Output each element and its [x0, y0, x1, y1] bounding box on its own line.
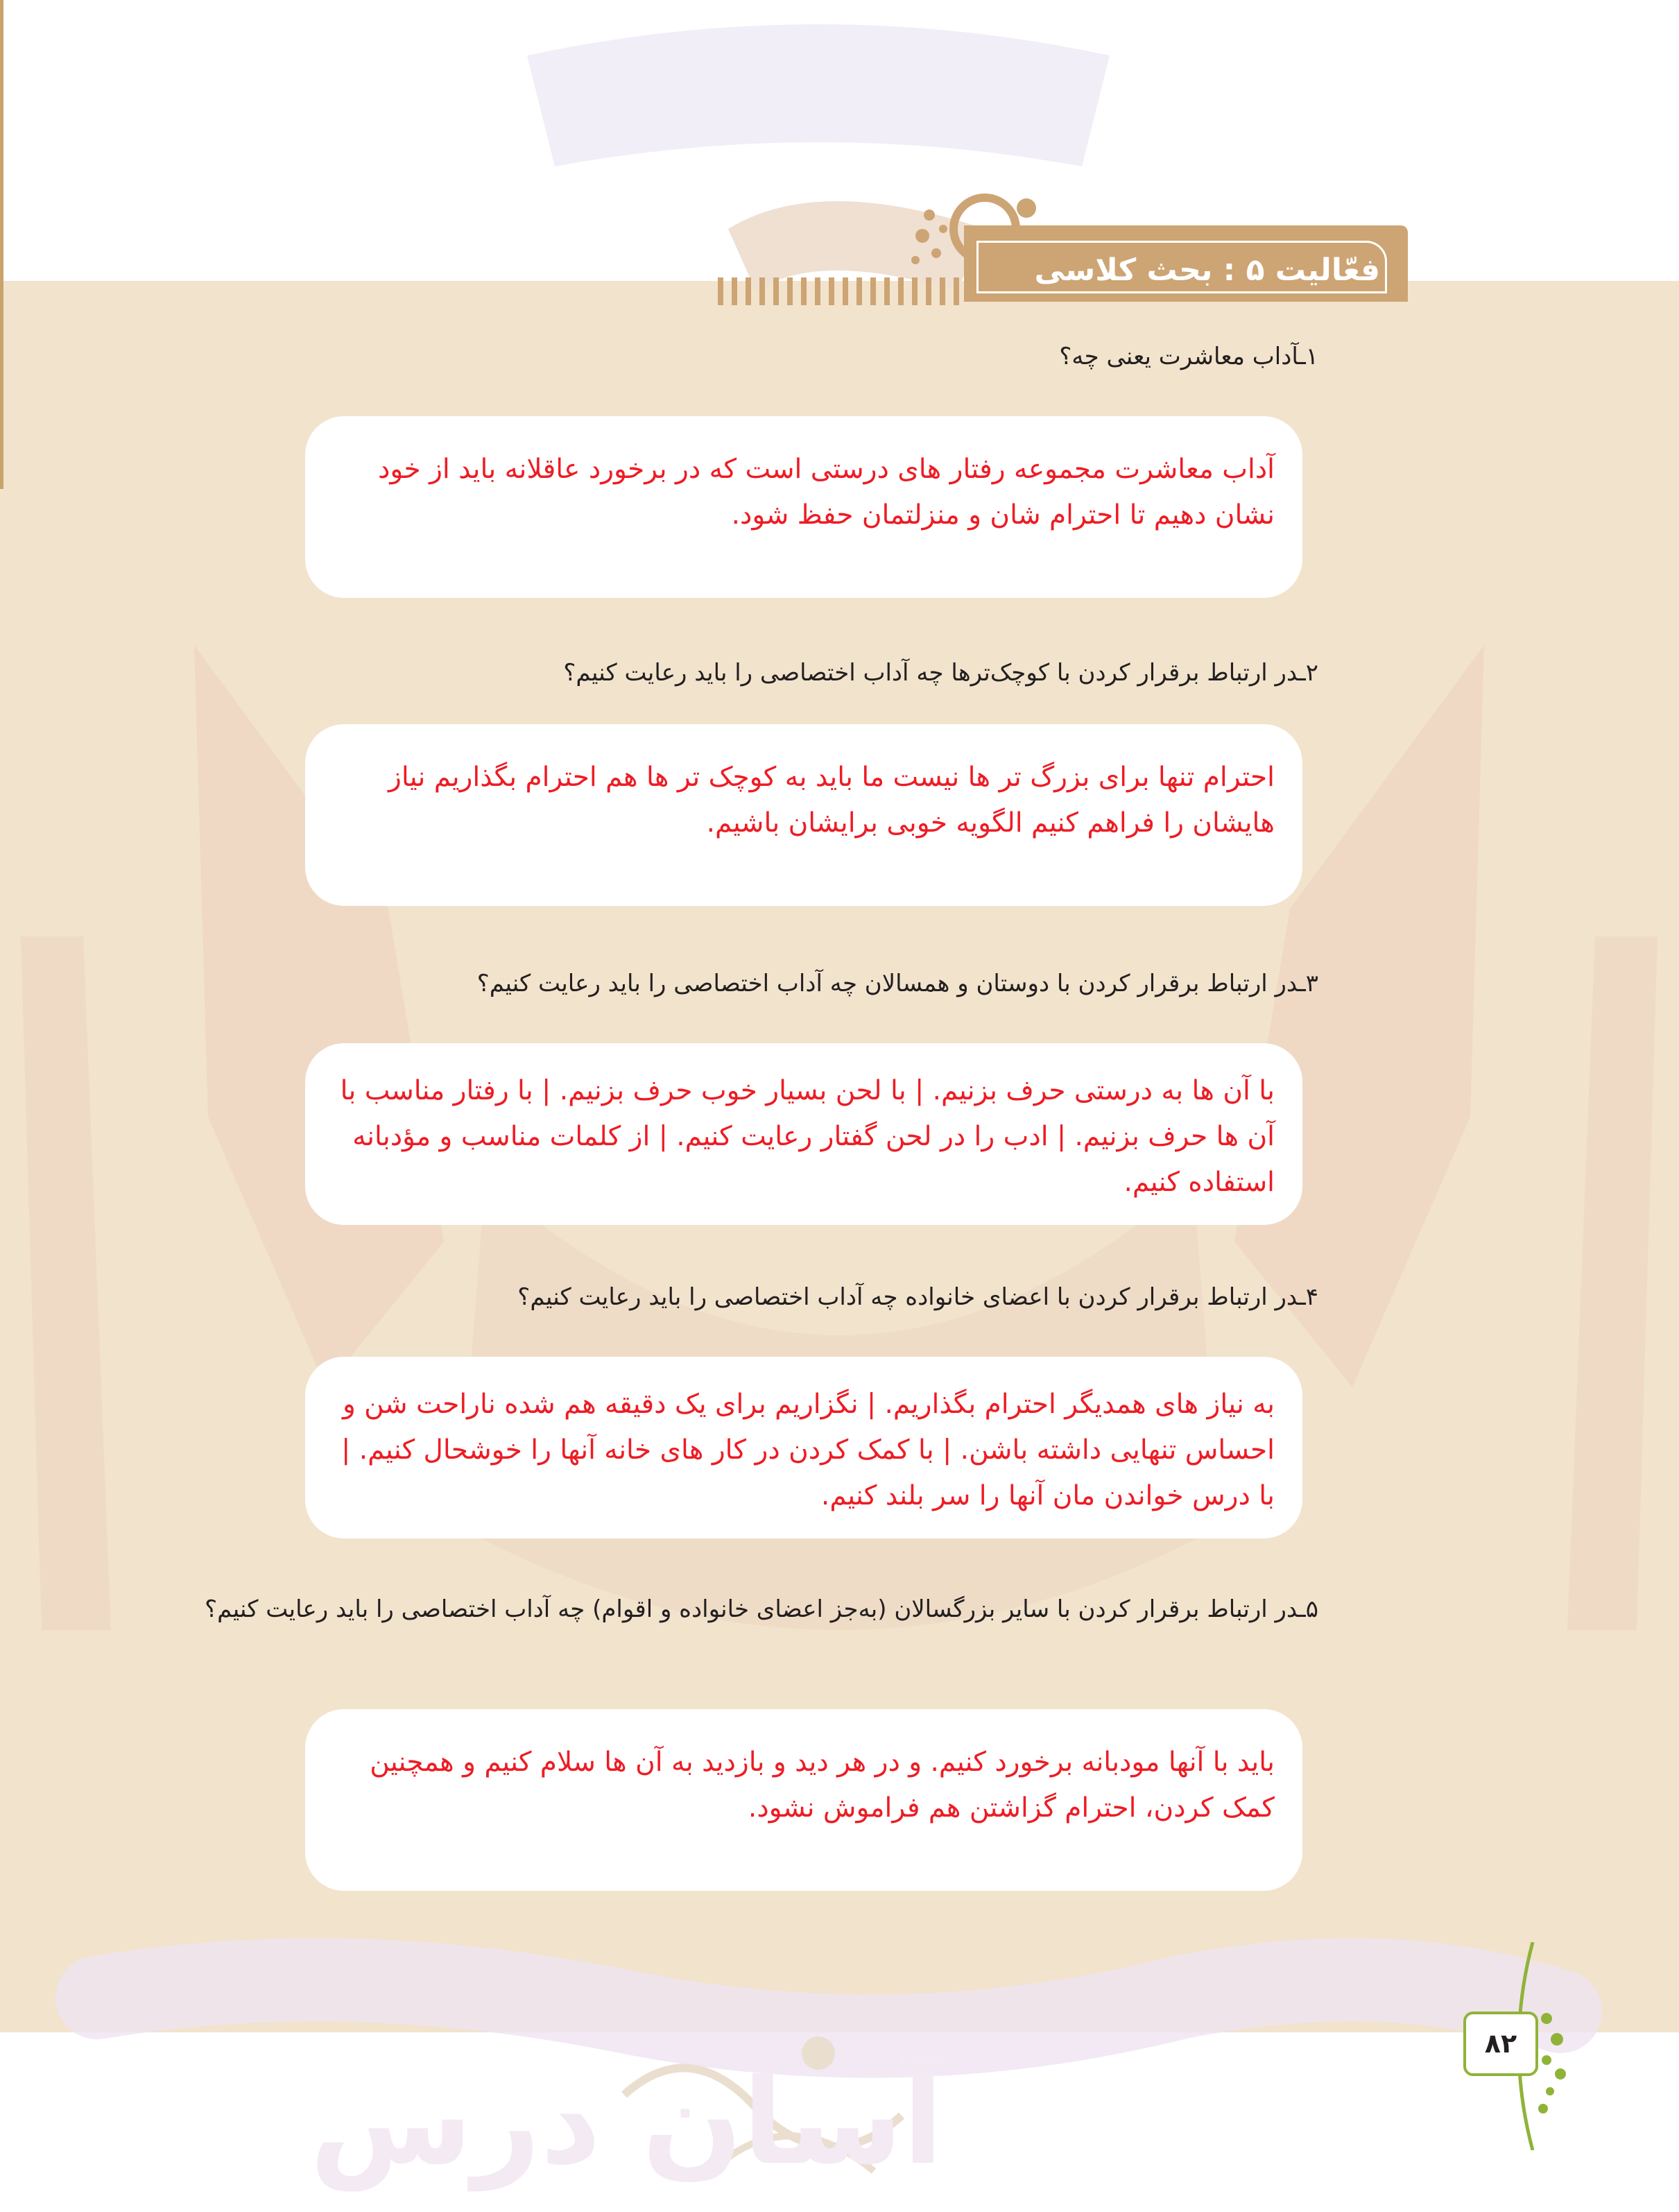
question-5-text: در ارتباط برقرار کردن با سایر بزرگسالان (به‌جز اعضای خانواده و اقوام) چه آداب اختصاصی را باید رعایت کنیم؟: [205, 1595, 1299, 1623]
answer-2-text: احترام تنها برای بزرگ تر ها نیست ما باید به کوچک تر ها هم احترام بگذاریم نیاز هایشان را فراهم کنیم الگویه خوبی برایشان باشیم.: [388, 762, 1275, 839]
question-5: [202, 1588, 1318, 1630]
question-1: [278, 336, 1318, 377]
answer-4-text: به نیاز های همدیگر احترام بگذاریم. | نگزاریم برای یک دقیقه هم شده ناراحت شن و احساس تنهایی داشته باشن. | با کمک کردن در کار های خانه آنها را خوشحال کنیم. | با درس خواندن مان آنها را سر بلند کنیم.: [341, 1389, 1275, 1511]
question-2: [139, 652, 1318, 694]
question-4-text: در ارتباط برقرار کردن با اعضای خانواده چه آداب اختصاصی را باید رعایت کنیم؟: [517, 1283, 1299, 1311]
page-number: ۸۲: [1463, 2012, 1538, 2076]
answer-box-5[interactable]: [305, 1709, 1302, 1891]
question-2-text: در ارتباط برقرار کردن با کوچک‌ترها چه آداب اختصاصی را باید رعایت کنیم؟: [563, 659, 1299, 687]
question-4: [139, 1276, 1318, 1318]
answer-5-text: باید با آنها مودبانه برخورد کنیم. و در هر دید و بازدید به آن ها سلام کنیم و همچنین کمک کردن، احترام گزاشتن هم فراموش نشود.: [370, 1747, 1275, 1824]
watermark-text: آسان درس: [309, 2054, 943, 2191]
question-3-number: ۳ـ: [1298, 970, 1318, 997]
answer-box-1[interactable]: [305, 416, 1302, 598]
answer-3-text: با آن ها به درستی حرف بزنیم. | با لحن بسیار خوب حرف بزنیم. | با رفتار مناسب با آن ها حرف بزنیم. | ادب را در لحن گفتار رعایت کنیم. | از کلمات مناسب و مؤدبانه استفاده کنیم.: [340, 1075, 1275, 1198]
question-3-text: در ارتباط برقرار کردن با دوستان و همسالان چه آداب اختصاصی را باید رعایت کنیم؟: [476, 970, 1299, 997]
question-2-number: ۲ـ: [1298, 659, 1318, 687]
question-3: [139, 963, 1318, 1004]
question-5-number: ۵ـ: [1298, 1595, 1318, 1623]
activity-title: فعّالیت ۵ : بحث کلاسی: [1034, 252, 1380, 288]
activity-header: [707, 187, 1422, 312]
question-1-number: ۱ـ: [1298, 343, 1318, 370]
answer-1-text: آداب معاشرت مجموعه رفتار های درستی است که در برخورد عاقلانه باید از خود نشان دهیم تا احترام شان و منزلتمان حفظ شود.: [378, 454, 1275, 531]
question-4-number: ۴ـ: [1298, 1283, 1318, 1311]
question-1-text: آداب معاشرت یعنی چه؟: [1059, 343, 1299, 370]
answer-box-4[interactable]: [305, 1357, 1302, 1538]
answer-box-3[interactable]: [305, 1043, 1302, 1225]
answer-box-2[interactable]: [305, 724, 1302, 906]
